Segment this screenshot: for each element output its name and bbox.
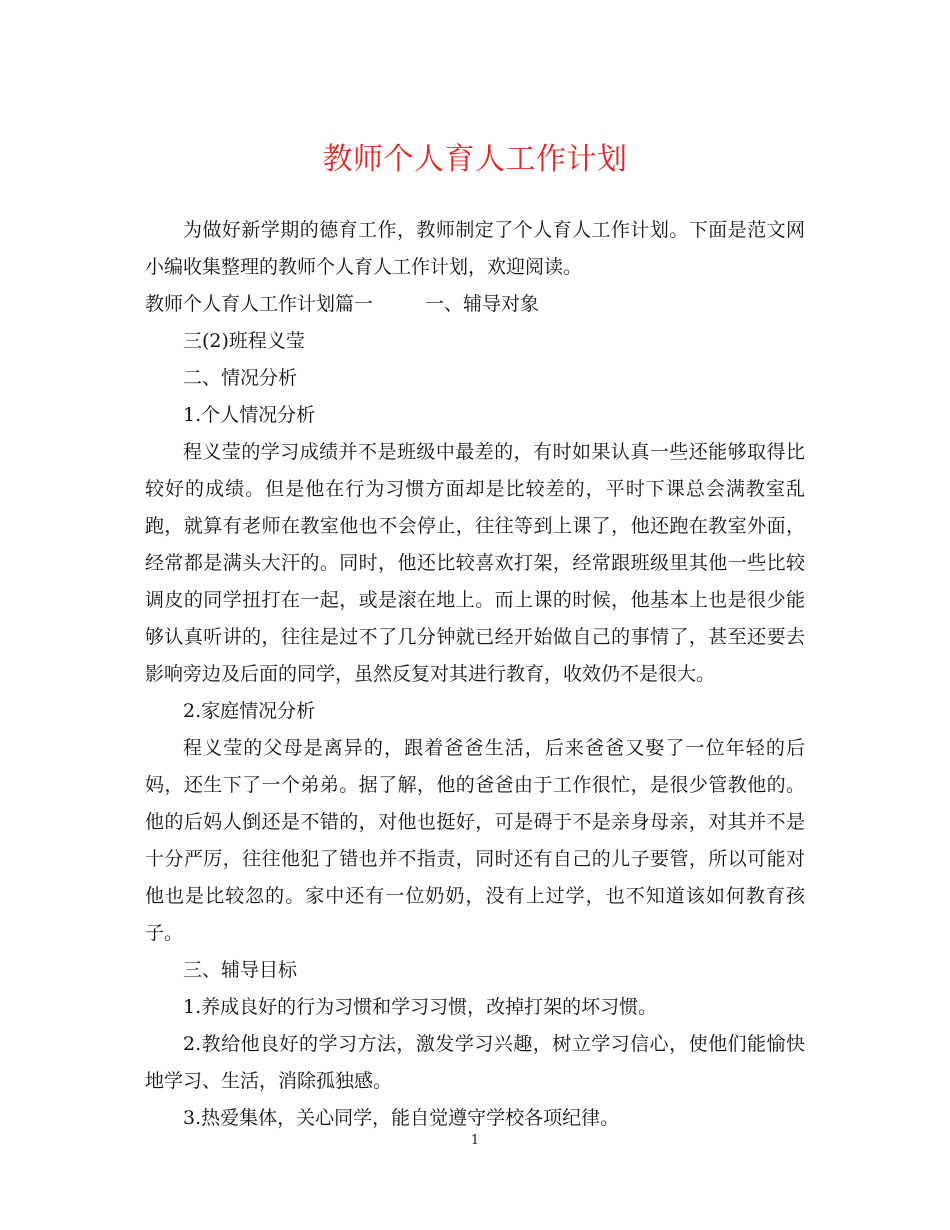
- section-heading-line: [145, 286, 805, 323]
- goal-item-3: 3.热爱集体，关心同学，能自觉遵守学校各项纪律。: [183, 1107, 620, 1129]
- family-analysis-paragraph: 程义莹的父母是离异的，跟着爸爸生活，后来爸爸又娶了一位年轻的后妈，还生下了一个弟弟。据了解，他的爸爸由于工作很忙，是很少管教他的。他的后妈人倒还是不错的，对他也挺好，可是碍于不是亲身母亲，对其并不是十分严厉，往往他犯了错也并不指责，同时还有自己的儿子要管，所以可能对他也是比较忽的。家中还有一位奶奶，没有上过学，也不知道该如何教育孩子。: [145, 737, 805, 944]
- student-name: 三(2)班程义莹: [183, 330, 305, 352]
- section-heading: 教师个人育人工作计划篇一: [145, 293, 374, 315]
- document-title: 教师个人育人工作计划: [322, 142, 628, 177]
- heading-situation-analysis: 二、情况分析: [183, 367, 298, 389]
- heading-tutoring-target: 一、辅导对象: [425, 293, 540, 315]
- heading-personal-analysis: 1.个人情况分析: [183, 404, 316, 426]
- goal-item-2: 2.教给他良好的学习方法，激发学习兴趣，树立学习信心，使他们能愉快地学习、生活，消除孤独感。: [145, 1033, 805, 1092]
- intro-paragraph: 为做好新学期的德育工作，教师制定了个人育人工作计划。下面是范文网小编收集整理的教师个人育人工作计划，欢迎阅读。: [145, 219, 805, 278]
- personal-analysis-paragraph: 程义莹的学习成绩并不是班级中最差的，有时如果认真一些还能够取得比较好的成绩。但是他在行为习惯方面却是比较差的，平时下课总会满教室乱跑，就算有老师在教室他也不会停止，往往等到上课了，他还跑在教室外面，经常都是满头大汗的。同时，他还比较喜欢打架，经常跟班级里其他一些比较调皮的同学扭打在一起，或是滚在地上。而上课的时候，他基本上也是很少能够认真听讲的，往往是过不了几分钟就已经开始做自己的事情了，甚至还要去影响旁边及后面的同学，虽然反复对其进行教育，收效仍不是很大。: [145, 441, 805, 685]
- goal-item-1: 1.养成良好的行为习惯和学习习惯，改掉打架的坏习惯。: [183, 996, 658, 1018]
- heading-family-analysis: 2.家庭情况分析: [183, 700, 316, 722]
- document-body: [145, 212, 805, 1137]
- heading-tutoring-goals: 三、辅导目标: [183, 959, 298, 981]
- page-number: 1: [470, 1133, 480, 1148]
